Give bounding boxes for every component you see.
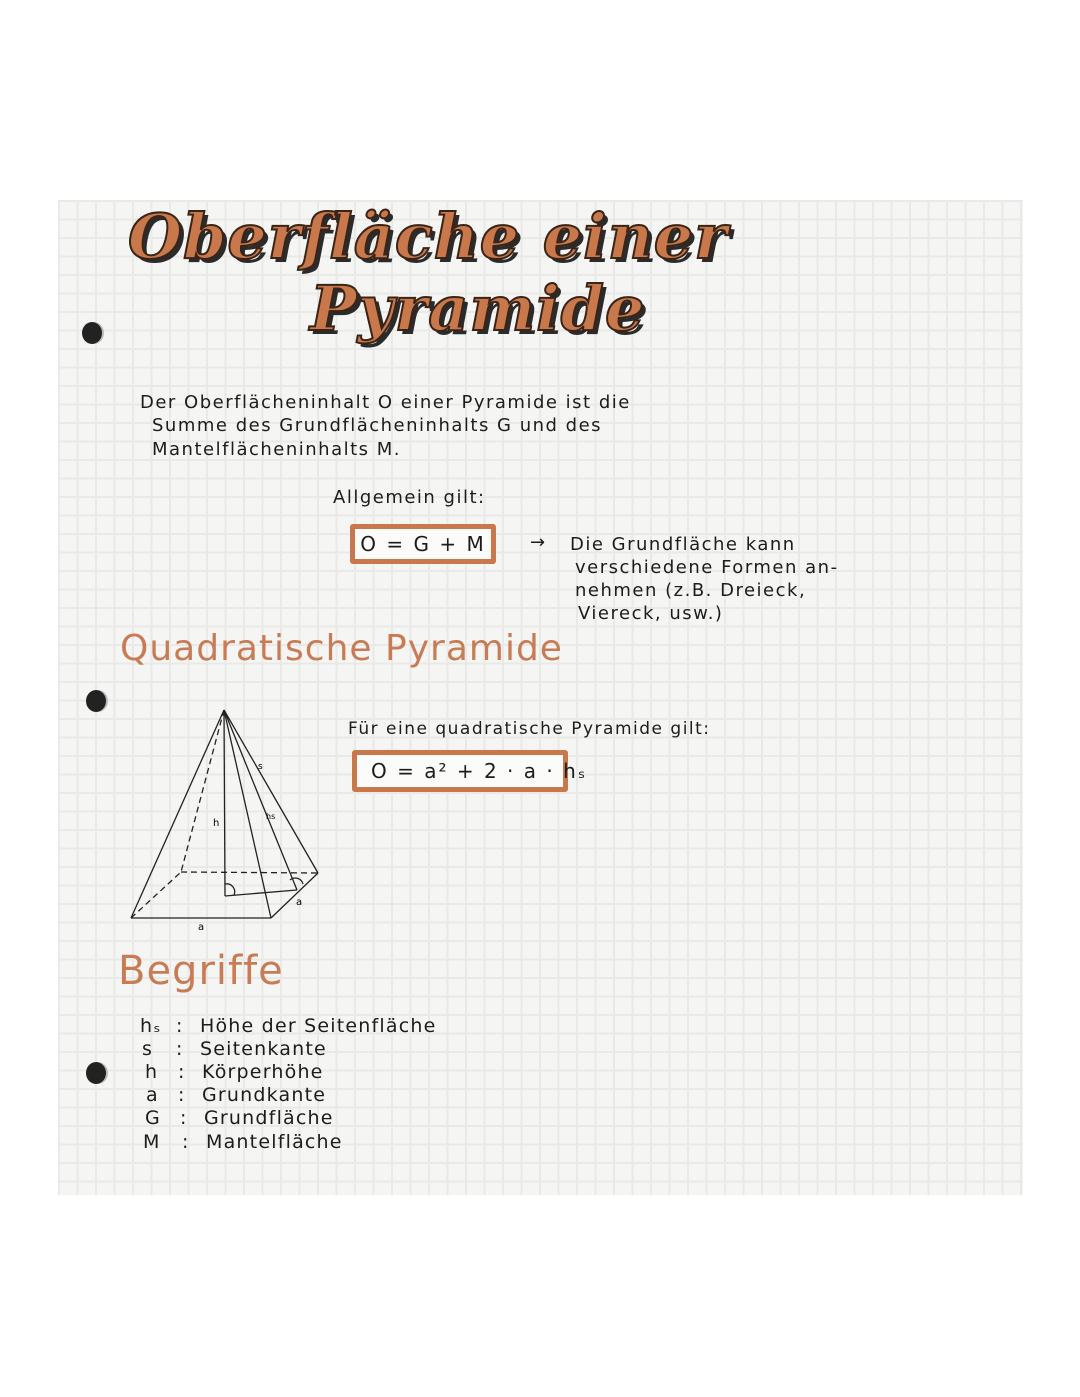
term-symbol: hₛ: [140, 1015, 162, 1037]
edge: [224, 710, 271, 918]
edge: [131, 710, 224, 918]
label-a-front: a: [198, 922, 205, 933]
term-desc: Körperhöhe: [202, 1061, 324, 1083]
heading-terms: Begriffe: [118, 948, 284, 994]
term-symbol: h: [145, 1061, 159, 1083]
intro-line-1: Der Oberflächeninhalt O einer Pyramide ist die: [140, 392, 631, 413]
general-label: Allgemein gilt:: [333, 487, 486, 508]
title-line-2: Pyramide: [310, 272, 646, 345]
edge-s: [224, 710, 318, 873]
term-desc: Mantelfläche: [206, 1131, 343, 1153]
note-line-2: verschiedene Formen an-: [575, 557, 839, 578]
term-desc: Seitenkante: [200, 1038, 327, 1060]
term-colon: :: [180, 1107, 188, 1129]
label-h: h: [213, 818, 220, 829]
height-hs: [224, 710, 297, 890]
term-symbol: M: [143, 1131, 161, 1153]
label-s: s: [258, 762, 263, 772]
term-symbol: s: [142, 1038, 154, 1060]
term-colon: :: [176, 1038, 184, 1060]
intro-line-3: Mantelflächeninhalts M.: [152, 439, 402, 460]
term-colon: :: [182, 1131, 190, 1153]
note-line-3: nehmen (z.B. Dreieck,: [575, 580, 807, 601]
square-formula-box: O = a² + 2 · a · hₛ: [352, 750, 568, 792]
general-formula-box: O = G + M: [350, 524, 496, 564]
heading-square-pyramid: Quadratische Pyramide: [120, 628, 563, 669]
term-desc: Höhe der Seitenfläche: [200, 1015, 437, 1037]
intro-line-2: Summe des Grundflächeninhalts G und des: [152, 415, 603, 436]
square-label: Für eine quadratische Pyramide gilt:: [348, 719, 711, 739]
term-symbol: G: [145, 1107, 161, 1129]
term-colon: :: [176, 1015, 184, 1037]
term-desc: Grundkante: [202, 1084, 327, 1106]
term-desc: Grundfläche: [204, 1107, 334, 1129]
label-hs: hs: [266, 812, 276, 821]
term-symbol: a: [146, 1084, 159, 1106]
note-line-4: Viereck, usw.): [578, 603, 724, 624]
label-a-side: a: [296, 897, 303, 908]
term-colon: :: [178, 1084, 186, 1106]
arrow-icon: →: [530, 532, 547, 553]
note-line-1: Die Grundfläche kann: [570, 534, 796, 555]
height-h: [224, 710, 225, 896]
term-colon: :: [178, 1061, 186, 1083]
title-line-1: Oberfläche einer: [128, 200, 728, 273]
